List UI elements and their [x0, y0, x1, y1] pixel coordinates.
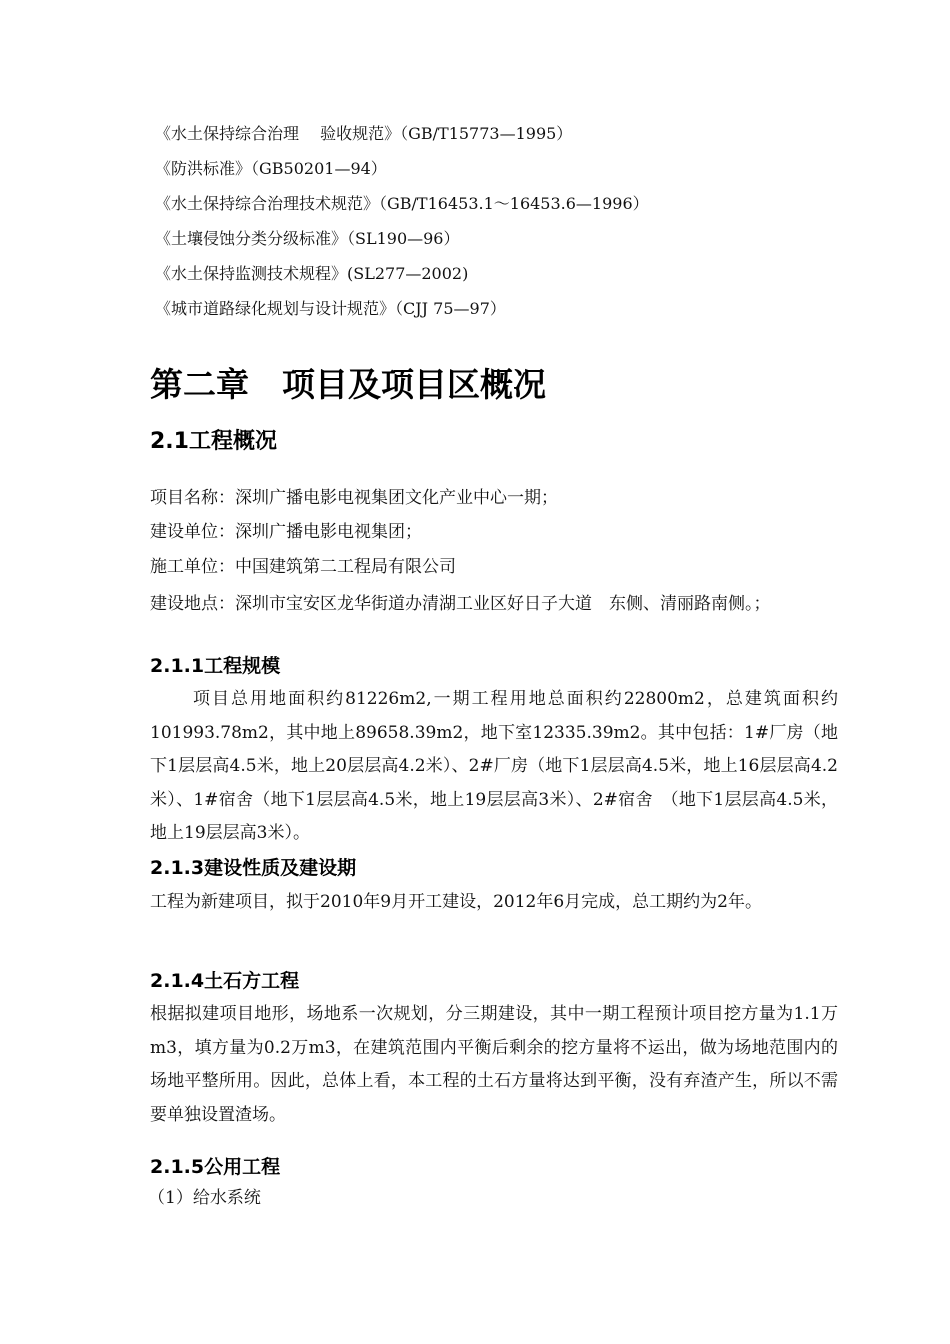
earthwork-paragraph: 根据拟建项目地形，场地系一次规划，分三期建设，其中一期工程预计项目挖方量为1.1万m3，填方量为0.2万m3，在建筑范围内平衡后剩余的挖方量将不运出，做为场地范围内的场地平整所用。因此，总体上看，本工程的土石方量将达到平衡，没有弃渣产生，所以不需要单独设置渣场。: [150, 1004, 838, 1125]
reference-item: 《水土保持综合治理技术规范》（GB/T16453.1～16453.6—1996）: [155, 194, 649, 213]
contractor-line: 施工单位：中国建筑第二工程局有限公司: [150, 557, 456, 577]
reference-item: 《土壤侵蚀分类分级标准》（SL190—96）: [155, 229, 460, 248]
project-name-line: 项目名称：深圳广播电影电视集团文化产业中心一期；: [150, 488, 558, 508]
subsection-heading: 2.1.1工程规模: [150, 655, 281, 677]
scale-paragraph: 项目总用地面积约81226m2,一期工程用地总面积约22800m2，总建筑面积约101993.78m2，其中地上89658.39m2，地下室12335.39m2。其中包括：1#厂房（地下1层层高4.5米，地上20层层高4.2米）、2#厂房（地下1层层高4.5米，地上16层层高4.2米）、1#宿舍（地下1层层高4.5米，地上19层层高3米）、2#宿舍 （地下1层层高4.5米，地上19层层高3米）。: [150, 689, 838, 843]
reference-item: 《城市道路绿化规划与设计规范》（CJJ 75—97）: [155, 299, 506, 318]
section-heading: 2.1工程概况: [150, 429, 277, 454]
chapter-title: 第二章 项目及项目区概况: [150, 365, 546, 404]
location-paragraph: 建设地点：深圳市宝安区龙华街道办清湖工业区好日子大道 东侧、清丽路南侧。；: [150, 594, 771, 614]
subsection-heading: 2.1.4土石方工程: [150, 970, 300, 992]
subsection-heading: 2.1.5公用工程: [150, 1156, 281, 1178]
reference-item: 《防洪标准》（GB50201—94）: [155, 159, 387, 178]
reference-item: 《水土保持监测技术规程》(SL277—2002): [155, 264, 469, 283]
period-paragraph: 工程为新建项目，拟于2010年9月开工建设，2012年6月完成，总工期约为2年。: [150, 892, 762, 912]
list-item: （1）给水系统: [148, 1188, 261, 1208]
reference-item: 《水土保持综合治理 验收规范》（GB/T15773—1995）: [155, 124, 573, 143]
builder-line: 建设单位：深圳广播电影电视集团；: [150, 522, 422, 542]
subsection-heading: 2.1.3建设性质及建设期: [150, 857, 357, 879]
